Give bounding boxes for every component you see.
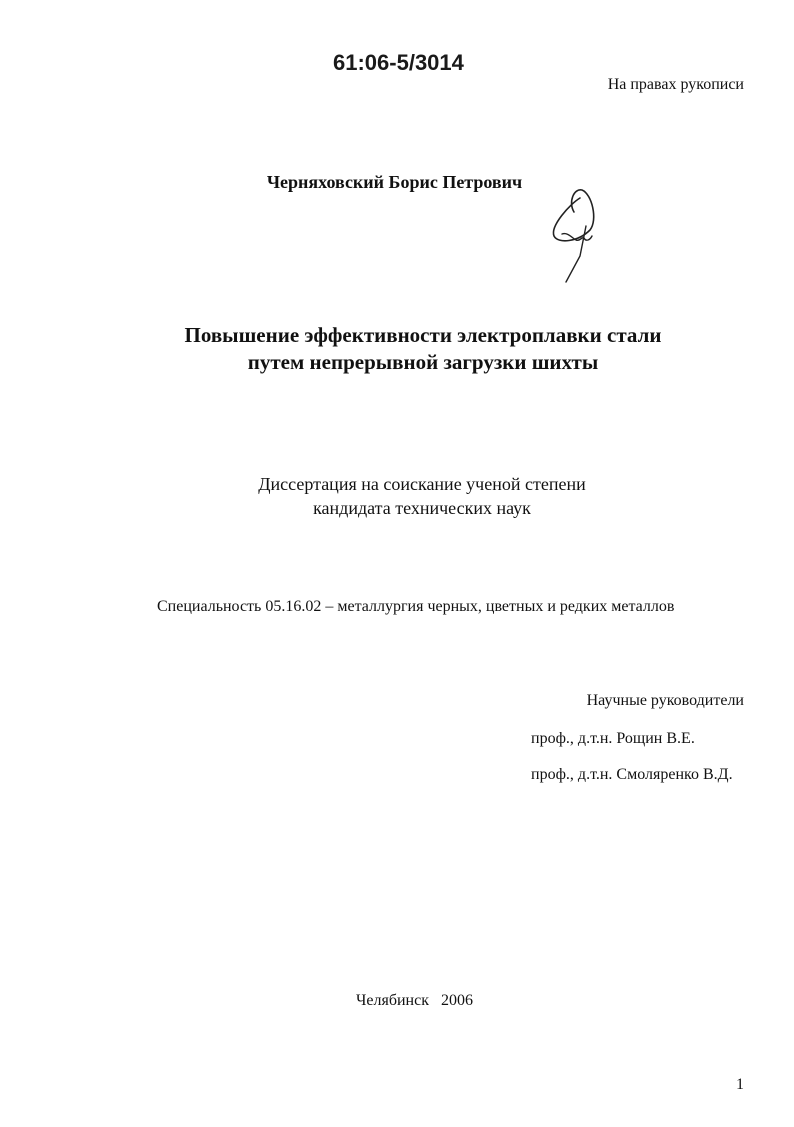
page-number: 1 xyxy=(736,1076,744,1093)
dissertation-title xyxy=(0,322,794,376)
degree-line-2: кандидата технических наук xyxy=(313,498,531,518)
title-line-1: Повышение эффективности электроплавки стали xyxy=(184,323,662,347)
specialty-line: Специальность 05.16.02 – металлургия черных, цветных и редких металлов xyxy=(157,598,675,615)
signature-icon xyxy=(540,186,610,286)
city-year: Челябинск 2006 xyxy=(356,992,473,1009)
degree-statement xyxy=(0,472,794,520)
author-name: Черняховский Борис Петрович xyxy=(266,172,523,192)
supervisors-heading: Научные руководители xyxy=(586,692,744,709)
archive-stamp-code: 61:06-5/3014 xyxy=(333,50,464,75)
title-line-2: путем непрерывной загрузки шихты xyxy=(247,350,599,374)
handwritten-signature xyxy=(540,186,610,291)
supervisor-item: проф., д.т.н. Смоляренко В.Д. xyxy=(531,766,733,783)
supervisor-item: проф., д.т.н. Рощин В.Е. xyxy=(531,730,695,747)
rights-notice: На правах рукописи xyxy=(607,76,744,93)
degree-line-1: Диссертация на соискание ученой степени xyxy=(258,474,586,494)
